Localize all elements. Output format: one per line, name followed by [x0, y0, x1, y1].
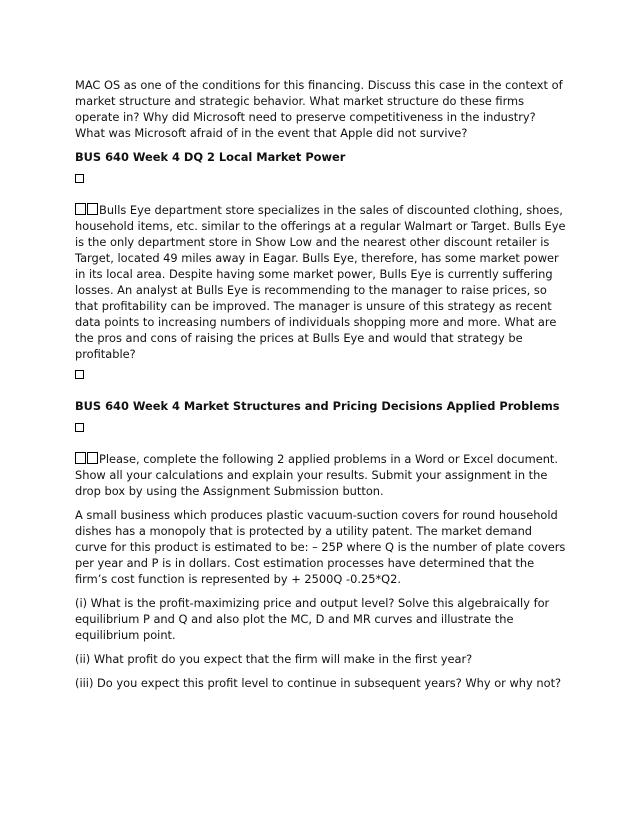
bullet-marker	[75, 174, 567, 202]
intro-paragraph: MAC OS as one of the conditions for this financing. Discuss this case in the context of market structure and strategic behavior. What market structure do these firms operate in? Why did Microsoft need to preserve competitiveness in the industry? What was Microsoft afraid of in the event that Apple did not survive?	[75, 78, 563, 140]
box-glyph-icon	[75, 203, 86, 215]
checkbox-glyph-icon	[75, 174, 84, 183]
box-glyph-icon	[75, 452, 86, 464]
problem-paragraph: A small business which produces plastic vacuum-suction covers for round household dishes has a monopoly that is protected by a utility patent. The market demand curve for this product is estimated to be: – 25P where Q is the number of plate covers per year and P is in dollars. Cost estimation processes have determined that the firm’s cost function is represented by + 2500Q -0.25*Q2.	[75, 508, 566, 586]
checkbox-glyph-icon	[75, 423, 84, 432]
question-2: (ii) What profit do you expect that the firm will make in the first year?	[75, 652, 473, 666]
question-3: (iii) Do you expect this profit level to continue in subsequent years? Why or why not?	[75, 676, 562, 690]
bullet-marker	[75, 370, 567, 398]
heading-local-market-power: BUS 640 Week 4 DQ 2 Local Market Power	[75, 150, 346, 164]
instructions-text: Please, complete the following 2 applied problems in a Word or Excel document. Show all your calculations and explain your results. Submit your assignment in the drop box by using the Assignment Submission button.	[75, 452, 559, 498]
bulls-eye-text: Bulls Eye department store specializes in the sales of discounted clothing, shoes, household items, etc. similar to the offerings at a regular Walmart or Target. Bulls Eye is the only department store in Show Low and the nearest other discount retailer is Target, located 49 miles away in Eagar. Bulls Eye, therefore, has some market power in its local area. Despite having some market power, Bulls Eye is currently suffering losses. An analyst at Bulls Eye is recommending to the manager to raise prices, so that profitability can be improved. The manager is unsure of this strategy as recent data points to increasing numbers of individuals shopping more and more. What are the pros and cons of raising the prices at Bulls Eye and would that strategy be profitable?	[75, 203, 566, 361]
heading-applied-problems: BUS 640 Week 4 Market Structures and Pricing Decisions Applied Problems	[75, 399, 560, 413]
document-page	[75, 77, 567, 699]
instructions-paragraph	[75, 451, 567, 499]
checkbox-glyph-icon	[75, 370, 84, 379]
question-1: (i) What is the profit-maximizing price and output level? Solve this algebraically for equilibrium P and Q and also plot the MC, D and MR curves and illustrate the equilibrium point.	[75, 596, 550, 642]
bullet-marker	[75, 423, 567, 451]
box-glyph-icon	[87, 203, 98, 215]
bulls-eye-paragraph	[75, 202, 567, 362]
box-glyph-icon	[87, 452, 98, 464]
